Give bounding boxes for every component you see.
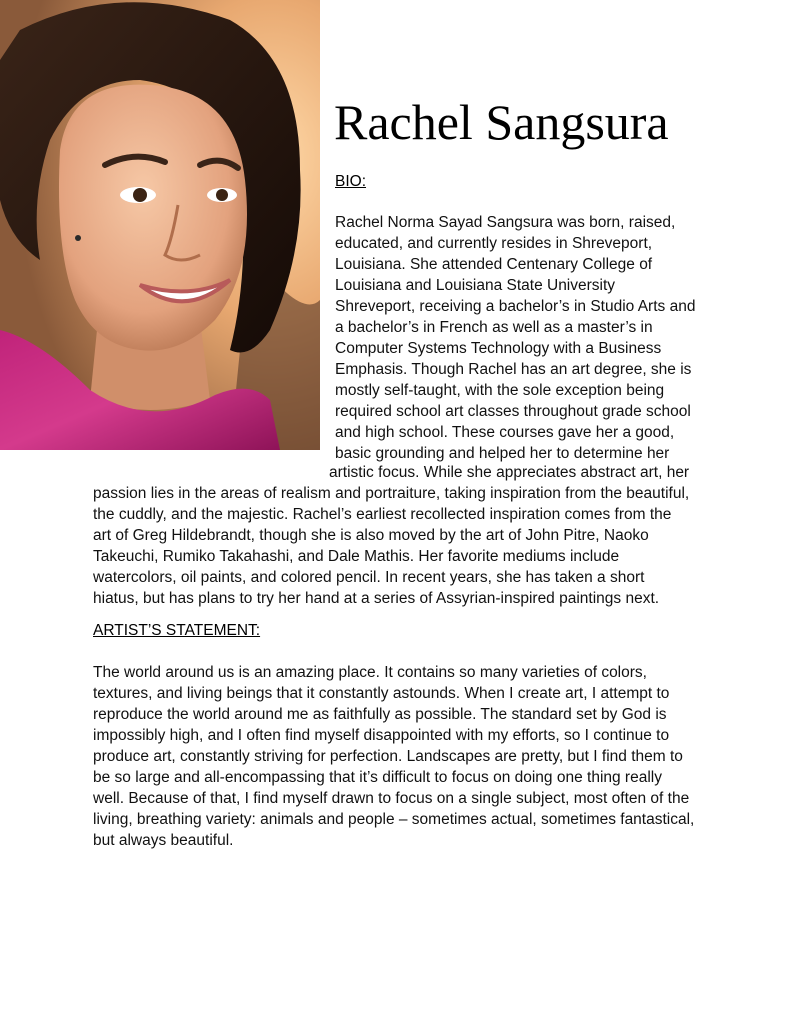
statement-line: produce art, constantly striving for perfection. Landscapes are pretty, but I find them to <box>93 748 683 765</box>
bio-line: Computer Systems Technology with a Business <box>335 340 662 357</box>
bio-line: watercolors, oil paints, and colored pencil. In recent years, she has taken a short <box>93 569 645 586</box>
bio-line: passion lies in the areas of realism and portraiture, taking inspiration from the beautiful, <box>93 485 690 502</box>
statement-line: textures, and living beings that it constantly astounds. When I create art, I attempt to <box>93 685 670 702</box>
bio-line: the cuddly, and the majestic. Rachel’s earliest recollected inspiration comes from the <box>93 506 672 523</box>
statement-line: reproduce the world around me as faithfully as possible. The standard set by God is <box>93 706 667 723</box>
bio-line: required school art classes throughout grade school <box>335 403 691 420</box>
left-iris <box>133 188 147 202</box>
statement-line: living, breathing variety: animals and people – sometimes actual, sometimes fantastical, <box>93 811 695 828</box>
bio-line: a bachelor’s in French as well as a master’s in <box>335 319 653 336</box>
page-title: Rachel Sangsura <box>334 94 669 150</box>
statement-line: but always beautiful. <box>93 832 234 849</box>
bio-line: educated, and currently resides in Shreveport, <box>335 235 653 252</box>
bio-line: Rachel Norma Sayad Sangsura was born, raised, <box>335 214 676 231</box>
bio-line: Emphasis. Though Rachel has an art degree, she is <box>335 361 692 378</box>
right-iris <box>216 189 228 201</box>
bio-line: hiatus, but has plans to try her hand at a series of Assyrian-inspired paintings next. <box>93 590 660 607</box>
bio-line: Louisiana and Louisiana State University <box>335 277 616 294</box>
bio-line: and high school. These courses gave her a good, <box>335 424 675 441</box>
bio-line: art of Greg Hildebrandt, though she is also moved by the art of John Pitre, Naoko <box>93 527 649 544</box>
bio-line: mostly self-taught, with the sole exception being <box>335 382 665 399</box>
statement-line: impossibly high, and I often find myself disappointed with my efforts, so I continue to <box>93 727 670 744</box>
artist-statement-heading: ARTIST’S STATEMENT: <box>93 622 261 639</box>
portrait-photo <box>0 0 320 450</box>
bio-line: Louisiana. She attended Centenary College of <box>335 256 653 273</box>
bio-line: artistic focus. While she appreciates abstract art, her <box>329 464 690 481</box>
statement-line: well. Because of that, I find myself drawn to focus on a single subject, most often of the <box>93 790 690 807</box>
bio-heading: BIO: <box>335 173 367 190</box>
bio-line: Shreveport, receiving a bachelor’s in Studio Arts and <box>335 298 696 315</box>
earring <box>75 235 81 241</box>
face <box>59 85 247 351</box>
statement-line: be so large and all-encompassing that it’s difficult to focus on doing one thing really <box>93 769 662 786</box>
bio-line: Takeuchi, Rumiko Takahashi, and Dale Mathis. Her favorite mediums include <box>93 548 620 565</box>
statement-line: The world around us is an amazing place. It contains so many varieties of colors, <box>93 664 647 681</box>
bio-line: basic grounding and helped her to determine her <box>335 445 670 462</box>
